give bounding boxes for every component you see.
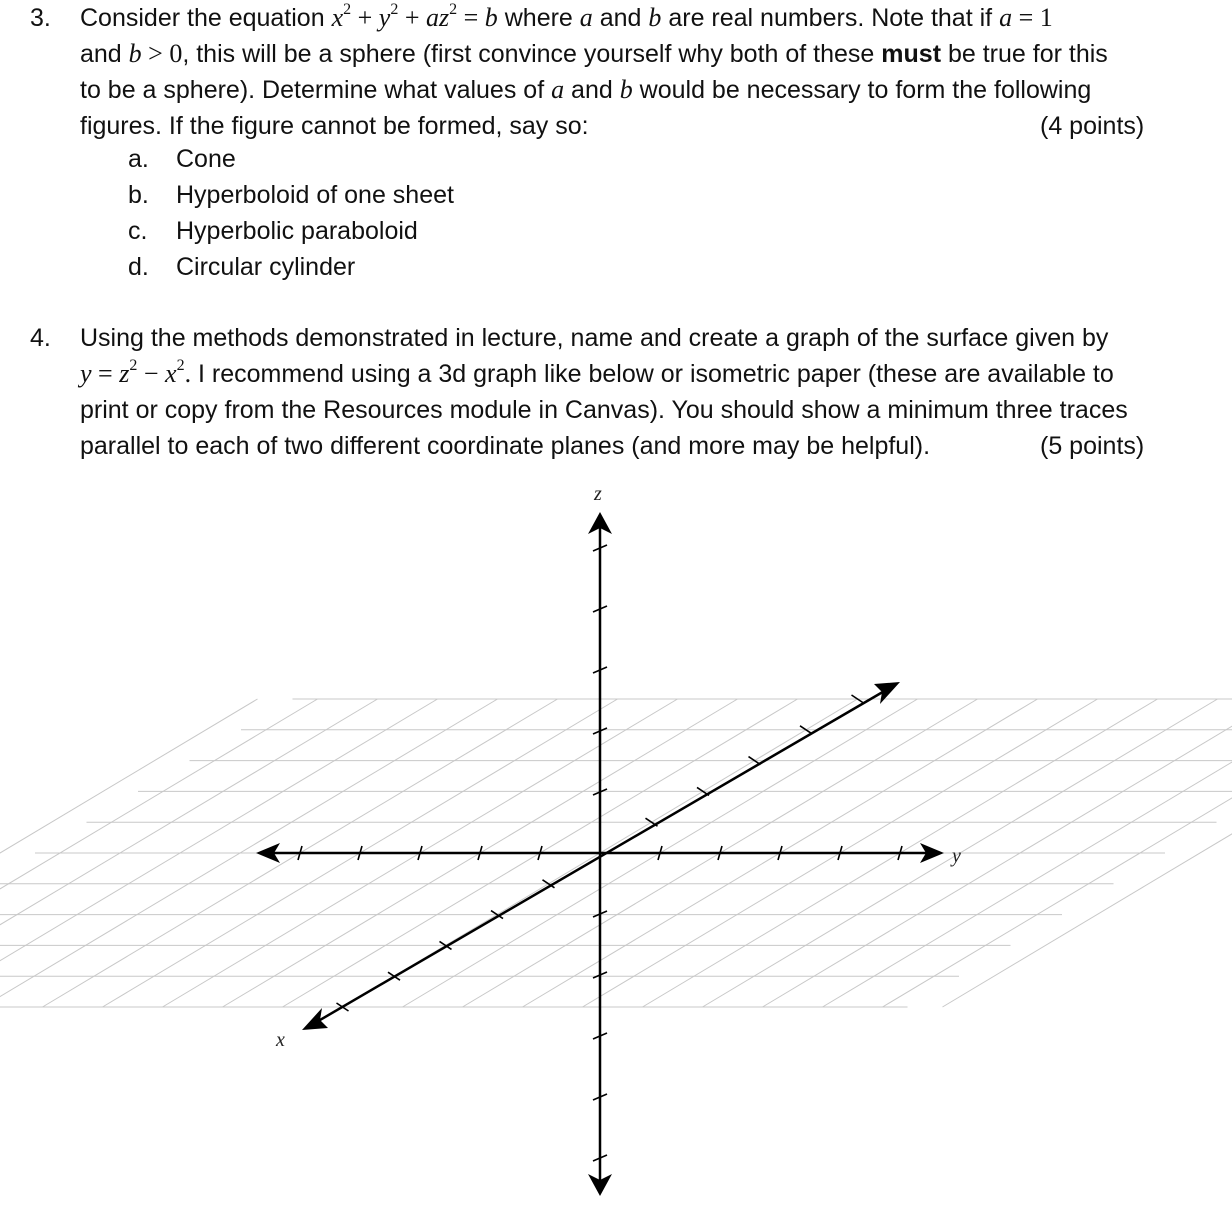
problem-4-body xyxy=(80,320,1230,464)
list-item xyxy=(128,213,418,249)
item-letter: d. xyxy=(128,253,149,281)
item-letter: c. xyxy=(128,217,148,245)
problem-3-line-4 xyxy=(80,108,1230,144)
list-item xyxy=(128,141,236,177)
math-x: x xyxy=(165,359,177,388)
problem-4-line-2 xyxy=(80,356,1230,392)
problem-4-line-4 xyxy=(80,428,1230,464)
item-text: Cone xyxy=(176,145,236,173)
problem-4-line-3 xyxy=(80,392,1230,428)
math-x: x xyxy=(331,3,344,32)
math-b: b xyxy=(128,39,142,68)
exponent: 2 xyxy=(449,1,458,18)
y-axis-label: y xyxy=(952,845,961,867)
math-b: b xyxy=(484,3,498,32)
bold-text: must xyxy=(881,40,942,68)
text: parallel to each of two different coordinate planes (and more may be helpful). xyxy=(80,432,931,460)
math-plus: + xyxy=(351,3,379,32)
x-axis-arrow-back xyxy=(874,682,900,704)
problem-4-points: (5 points) xyxy=(1040,432,1145,460)
text: to be a sphere). Determine what values of xyxy=(80,76,552,104)
exponent: 2 xyxy=(176,357,185,374)
math-y: y xyxy=(80,359,92,388)
problem-4-number: 4. xyxy=(30,324,51,352)
math-equals-one: = 1 xyxy=(1012,3,1053,32)
problem-3-body xyxy=(80,0,1230,144)
problem-3-line-3 xyxy=(80,72,1230,108)
text: and xyxy=(564,76,620,104)
problem-3-number: 3. xyxy=(30,4,51,32)
exponent: 2 xyxy=(129,357,138,374)
math-b: b xyxy=(619,75,633,104)
text: I recommend using a 3d graph like below or isometric paper (these are available to xyxy=(191,360,1114,388)
item-text: Hyperbolic paraboloid xyxy=(176,217,418,245)
problem-4-line-1 xyxy=(80,320,1230,356)
math-a: a xyxy=(551,75,565,104)
text: Consider the equation xyxy=(80,4,332,32)
exponent: 2 xyxy=(390,1,399,18)
text: , this will be a sphere (first convince yourself why both of these xyxy=(182,40,882,68)
z-axis-label: z xyxy=(594,483,602,505)
problem-3-line-2 xyxy=(80,36,1230,72)
math-minus: − xyxy=(137,359,166,388)
text: where xyxy=(497,4,580,32)
problem-3-points: (4 points) xyxy=(1040,112,1145,140)
problem-3-line-1 xyxy=(80,0,1230,36)
math-y: y xyxy=(378,3,391,32)
math-a: a xyxy=(999,3,1013,32)
item-text: Circular cylinder xyxy=(176,253,356,281)
x-axis-label: x xyxy=(276,1029,285,1051)
item-letter: b. xyxy=(128,181,149,209)
text: be true for this xyxy=(941,40,1108,68)
text: print or copy from the Resources module in Canvas). You should show a minimum three traces xyxy=(80,396,1128,424)
math-b: b xyxy=(648,3,662,32)
text: Using the methods demonstrated in lecture, name and create a graph of the surface given by xyxy=(80,324,1109,352)
item-letter: a. xyxy=(128,145,149,173)
text: figures. If the figure cannot be formed, say so: xyxy=(80,112,589,140)
text: and xyxy=(592,4,649,32)
math-plus: + xyxy=(398,3,426,32)
math-equals: = xyxy=(91,359,120,388)
math-gt-zero: > 0 xyxy=(141,39,183,68)
math-period: . xyxy=(184,359,192,388)
exponent: 2 xyxy=(343,1,352,18)
text: are real numbers. Note that if xyxy=(661,4,1000,32)
math-z: z xyxy=(119,359,130,388)
text: and xyxy=(80,40,129,68)
math-az: az xyxy=(426,3,450,32)
math-a: a xyxy=(579,3,593,32)
list-item xyxy=(128,177,454,213)
3d-axes-graph xyxy=(0,470,1232,1210)
item-text: Hyperboloid of one sheet xyxy=(176,181,454,209)
list-item xyxy=(128,249,355,285)
math-equals: = xyxy=(457,3,485,32)
text: would be necessary to form the following xyxy=(632,76,1092,104)
